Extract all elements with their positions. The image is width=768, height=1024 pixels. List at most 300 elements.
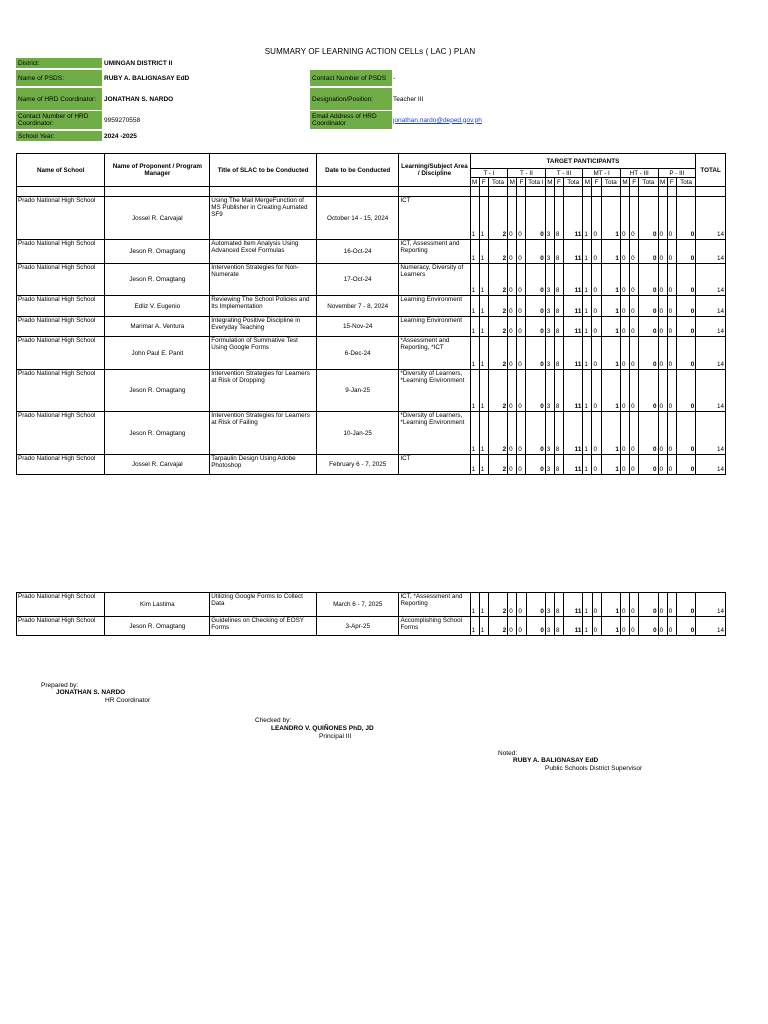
- school-cell: Prado National High School: [17, 337, 105, 370]
- count-cell: 0: [592, 317, 601, 337]
- header-m: M: [659, 178, 666, 186]
- count-cell: 8: [554, 593, 563, 617]
- count-cell: 0: [592, 337, 601, 370]
- count-cell: 0: [621, 593, 630, 617]
- count-cell: 0: [517, 412, 526, 455]
- noted-by-title: Public Schools District Supervisor: [545, 765, 643, 772]
- count-cell: 1: [479, 593, 488, 617]
- count-cell: 1: [601, 197, 620, 240]
- header-tota: Tota l: [526, 178, 545, 187]
- count-cell: 1: [470, 455, 479, 475]
- lac-plan-table-continued: [16, 592, 726, 636]
- count-cell: 0: [592, 370, 601, 412]
- count-cell: 1: [601, 317, 620, 337]
- date-cell: 15-Nov-24: [317, 317, 399, 337]
- count-cell: 8: [554, 264, 563, 296]
- hrd-value: JONATHAN S. NARDO: [104, 95, 174, 103]
- count-cell: 0: [658, 296, 667, 317]
- header-m: M: [584, 178, 591, 186]
- count-cell: 0: [526, 296, 545, 317]
- proponent-cell: Jeson R. Omagtang: [105, 412, 210, 455]
- slac-title-cell: Automated Item Analysis Using Advanced Excel Formulas: [210, 240, 317, 264]
- row-total-cell: 14: [696, 296, 726, 317]
- count-cell: 8: [554, 337, 563, 370]
- count-cell: 2: [488, 296, 507, 317]
- count-cell: 0: [630, 593, 639, 617]
- contact-hrd-label: Contact Number of HRD Coordinator:: [16, 111, 102, 129]
- count-cell: 1: [479, 264, 488, 296]
- proponent-cell: Jeson R. Omagtang: [105, 617, 210, 636]
- count-cell: 11: [564, 617, 583, 636]
- count-cell: 0: [508, 240, 517, 264]
- school-cell: Prado National High School: [17, 317, 105, 337]
- count-cell: 1: [470, 370, 479, 412]
- area-cell: ICT: [399, 197, 470, 240]
- count-cell: 0: [639, 197, 658, 240]
- count-cell: 2: [488, 337, 507, 370]
- count-cell: 0: [658, 455, 667, 475]
- area-cell: ICT: [399, 455, 470, 475]
- contact-psds-label: Contact Number of PSDS: [310, 70, 392, 86]
- count-cell: 3: [545, 617, 554, 636]
- header-slac-title: Title of SLAC to be Conducted: [210, 154, 317, 187]
- table-row: [17, 337, 726, 370]
- area-cell: *Diversity of Learners, *Learning Environment: [399, 412, 470, 455]
- table-row: [17, 264, 726, 296]
- count-cell: 0: [620, 370, 629, 412]
- count-cell: 0: [667, 370, 676, 412]
- count-cell: 1: [601, 370, 620, 412]
- count-cell: 0: [667, 264, 676, 296]
- count-cell: 0: [508, 412, 517, 455]
- count-cell: 0: [620, 296, 629, 317]
- header-group-t2: T - II: [508, 169, 546, 178]
- count-cell: 0: [639, 296, 658, 317]
- table-row: [17, 240, 726, 264]
- count-cell: 0: [667, 240, 676, 264]
- row-total-cell: 14: [696, 317, 726, 337]
- count-cell: 1: [479, 370, 488, 412]
- count-cell: 0: [639, 455, 658, 475]
- count-cell: 0: [517, 455, 526, 475]
- date-cell: 10-Jan-25: [317, 412, 399, 455]
- row-total-cell: 14: [696, 264, 726, 296]
- table-row: [17, 370, 726, 412]
- count-cell: 3: [545, 317, 554, 337]
- school-year-label: School Year:: [16, 131, 102, 141]
- count-cell: 2: [488, 264, 507, 296]
- count-cell: 2: [488, 593, 507, 617]
- count-cell: 0: [592, 412, 601, 455]
- count-cell: 1: [470, 240, 479, 264]
- count-cell: 0: [526, 593, 545, 617]
- page-title: SUMMARY OF LEARNING ACTION CELLs ( LAC ) PLAN: [264, 47, 476, 56]
- count-cell: 2: [488, 240, 507, 264]
- count-cell: 0: [620, 412, 629, 455]
- count-cell: 0: [526, 617, 545, 636]
- table-row: [17, 617, 726, 636]
- count-cell: 0: [620, 337, 629, 370]
- count-cell: 1: [479, 296, 488, 317]
- count-cell: 0: [658, 337, 667, 370]
- count-cell: 3: [545, 337, 554, 370]
- count-cell: 0: [592, 617, 601, 636]
- count-cell: 11: [564, 296, 583, 317]
- header-m: M: [547, 178, 553, 186]
- count-cell: 0: [658, 617, 667, 636]
- count-cell: 1: [601, 296, 620, 317]
- count-cell: 2: [488, 317, 507, 337]
- count-cell: 0: [508, 617, 517, 636]
- proponent-cell: Marimar A. Ventura: [105, 317, 210, 337]
- row-total-cell: 14: [696, 240, 726, 264]
- school-cell: Prado National High School: [17, 370, 105, 412]
- count-cell: 0: [639, 412, 658, 455]
- header-target-participants: TARGET PANTICIPANTS: [470, 154, 696, 169]
- count-cell: 1: [479, 617, 488, 636]
- count-cell: 1: [601, 412, 620, 455]
- count-cell: 0: [517, 197, 526, 240]
- school-cell: Prado National High School: [17, 240, 105, 264]
- header-total: TOTAL: [696, 154, 726, 187]
- count-cell: 1: [470, 197, 479, 240]
- checked-by-name: LEANDRO V. QUIÑONES PhD, JD: [271, 725, 374, 732]
- count-cell: 0: [526, 370, 545, 412]
- proponent-cell: Jossel R. Carvajal: [105, 197, 210, 240]
- school-cell: Prado National High School: [17, 593, 105, 617]
- count-cell: 3: [545, 370, 554, 412]
- count-cell: 0: [508, 593, 517, 617]
- count-cell: 1: [583, 593, 592, 617]
- count-cell: 1: [479, 412, 488, 455]
- count-cell: 2: [488, 412, 507, 455]
- header-group-t1: T - I: [470, 169, 508, 178]
- count-cell: 1: [583, 412, 592, 455]
- header-group-p3: P - III: [658, 169, 696, 178]
- header-f: F: [630, 178, 639, 187]
- header-date: Date to be Conducted: [317, 154, 399, 187]
- count-cell: 0: [517, 296, 526, 317]
- count-cell: 0: [658, 317, 667, 337]
- hrd-label: Name of HRD Coordinator:: [16, 88, 102, 110]
- count-cell: 8: [554, 370, 563, 412]
- count-cell: 0: [517, 264, 526, 296]
- row-total-cell: 14: [696, 370, 726, 412]
- header-f: F: [554, 178, 563, 187]
- count-cell: 2: [488, 197, 507, 240]
- prepared-by-title: HR Coordinator: [105, 697, 151, 704]
- count-cell: 0: [630, 317, 639, 337]
- count-cell: 3: [545, 593, 554, 617]
- area-cell: *Diversity of Learners, *Learning Environment: [399, 370, 470, 412]
- count-cell: 0: [526, 337, 545, 370]
- count-cell: 11: [564, 264, 583, 296]
- count-cell: 0: [658, 412, 667, 455]
- area-cell: Accomplishing School Forms: [399, 617, 470, 636]
- count-cell: 0: [639, 240, 658, 264]
- count-cell: 0: [630, 337, 639, 370]
- count-cell: 0: [508, 317, 517, 337]
- header-tota: Tota: [601, 178, 620, 187]
- count-cell: 0: [630, 296, 639, 317]
- count-cell: 1: [583, 455, 592, 475]
- count-cell: 1: [583, 296, 592, 317]
- count-cell: 3: [545, 197, 554, 240]
- count-cell: 0: [667, 296, 676, 317]
- area-cell: Learning Environment: [399, 296, 470, 317]
- count-cell: 1: [601, 264, 620, 296]
- count-cell: 0: [676, 296, 695, 317]
- count-cell: 0: [676, 593, 695, 617]
- count-cell: 1: [583, 370, 592, 412]
- count-cell: 0: [667, 593, 676, 617]
- count-cell: 0: [508, 197, 517, 240]
- date-cell: 6-Dec-24: [317, 337, 399, 370]
- header-tota: Tota: [676, 178, 695, 187]
- count-cell: 0: [667, 317, 676, 337]
- header-m: M: [472, 178, 478, 186]
- count-cell: 0: [658, 370, 667, 412]
- count-cell: 0: [676, 317, 695, 337]
- count-cell: 3: [545, 455, 554, 475]
- count-cell: 0: [667, 337, 676, 370]
- header-tota: Tota: [488, 178, 507, 187]
- count-cell: 1: [470, 412, 479, 455]
- count-cell: 0: [676, 370, 695, 412]
- area-cell: Learning Environment: [399, 317, 470, 337]
- noted-by-name: RUBY A. BALIGNASAY EdD: [513, 757, 599, 764]
- count-cell: 0: [517, 593, 526, 617]
- count-cell: 1: [583, 197, 592, 240]
- count-cell: 11: [564, 197, 583, 240]
- header-tota: Tota: [564, 178, 583, 187]
- count-cell: 3: [545, 296, 554, 317]
- count-cell: 0: [508, 455, 517, 475]
- count-cell: 1: [470, 264, 479, 296]
- table-row: [17, 197, 726, 240]
- proponent-cell: John Paul E. Panit: [105, 337, 210, 370]
- table-row: [17, 296, 726, 317]
- count-cell: 1: [583, 317, 592, 337]
- slac-title-cell: Integrating Positive Discipline in Everyday Teaching: [210, 317, 317, 337]
- date-cell: November 7 - 8, 2024: [317, 296, 399, 317]
- row-total-cell: 14: [696, 337, 726, 370]
- area-cell: *Assessment and Reporting, *ICT: [399, 337, 470, 370]
- prepared-by-name: JONATHAN S. NARDO: [56, 689, 126, 696]
- count-cell: 3: [545, 412, 554, 455]
- count-cell: 0: [508, 370, 517, 412]
- lac-plan-table: [16, 153, 726, 475]
- row-total-cell: 14: [696, 617, 726, 636]
- psds-value: RUBY A. BALIGNASAY EdD: [104, 74, 190, 82]
- date-cell: 9-Jan-25: [317, 370, 399, 412]
- count-cell: 0: [676, 412, 695, 455]
- checked-by-title: Principal III: [319, 733, 352, 740]
- slac-title-cell: Guidelines on Checking of EOSY Forms: [210, 617, 317, 636]
- count-cell: 0: [639, 264, 658, 296]
- psds-label: Name of PSDS:: [16, 70, 102, 86]
- count-cell: 0: [667, 197, 676, 240]
- header-group-mt1: MT - I: [583, 169, 621, 178]
- row-total-cell: 14: [696, 593, 726, 617]
- row-total-cell: 14: [696, 197, 726, 240]
- count-cell: 0: [508, 337, 517, 370]
- date-cell: 17-Oct-24: [317, 264, 399, 296]
- count-cell: 0: [676, 197, 695, 240]
- table-row: [17, 593, 726, 617]
- count-cell: 0: [676, 337, 695, 370]
- school-year-value: 2024 -2025: [104, 132, 137, 140]
- school-cell: Prado National High School: [17, 455, 105, 475]
- area-cell: ICT, Assessment and Reporting: [399, 240, 470, 264]
- count-cell: 2: [488, 370, 507, 412]
- count-cell: 1: [601, 617, 620, 636]
- count-cell: 0: [517, 240, 526, 264]
- count-cell: 0: [620, 455, 629, 475]
- header-m: M: [509, 178, 515, 186]
- count-cell: 0: [526, 264, 545, 296]
- school-cell: Prado National High School: [17, 296, 105, 317]
- count-cell: 1: [583, 617, 592, 636]
- date-cell: 16-Oct-24: [317, 240, 399, 264]
- header-m: M: [622, 178, 628, 186]
- count-cell: 1: [601, 455, 620, 475]
- count-cell: 1: [601, 593, 620, 617]
- count-cell: 0: [508, 264, 517, 296]
- count-cell: 0: [526, 240, 545, 264]
- proponent-cell: Jeson R. Omagtang: [105, 240, 210, 264]
- count-cell: 0: [620, 317, 629, 337]
- count-cell: 0: [620, 240, 629, 264]
- slac-title-cell: Intervention Strategies for Learners at Risk of Failing: [210, 412, 317, 455]
- count-cell: 0: [658, 240, 667, 264]
- count-cell: 0: [517, 317, 526, 337]
- count-cell: 0: [592, 197, 601, 240]
- count-cell: 8: [554, 412, 563, 455]
- count-cell: 11: [564, 337, 583, 370]
- count-cell: 0: [639, 617, 658, 636]
- contact-hrd-value: 9959270558: [104, 116, 141, 124]
- table-row: [17, 317, 726, 337]
- count-cell: 0: [517, 617, 526, 636]
- checked-by-label: Checked by:: [255, 717, 292, 724]
- slac-title-cell: Intervention Strategies for Non-Numerate: [210, 264, 317, 296]
- count-cell: 0: [592, 593, 601, 617]
- count-cell: 0: [630, 370, 639, 412]
- proponent-cell: Kim Lastima: [105, 593, 210, 617]
- district-label: District:: [16, 58, 102, 68]
- slac-title-cell: Intervention Strategies for Learners at Risk of Dropping: [210, 370, 317, 412]
- header-area: Learning/Subject Area / Discipline: [399, 154, 470, 187]
- count-cell: 8: [554, 296, 563, 317]
- slac-title-cell: Tarpaulin Design Using Adobe Photoshop: [210, 455, 317, 475]
- count-cell: 0: [630, 617, 639, 636]
- date-cell: 3-Apr-25: [317, 617, 399, 636]
- count-cell: 1: [583, 264, 592, 296]
- count-cell: 0: [676, 455, 695, 475]
- count-cell: 3: [545, 264, 554, 296]
- count-cell: 0: [658, 197, 667, 240]
- count-cell: 11: [564, 370, 583, 412]
- school-cell: Prado National High School: [17, 412, 105, 455]
- count-cell: 0: [676, 240, 695, 264]
- count-cell: 0: [630, 264, 639, 296]
- count-cell: 0: [667, 412, 676, 455]
- designation-value: Teacher III: [393, 95, 424, 103]
- row-total-cell: 14: [696, 455, 726, 475]
- designation-label: Designation/Position:: [310, 88, 392, 110]
- date-cell: February 6 - 7, 2025: [317, 455, 399, 475]
- school-cell: Prado National High School: [17, 264, 105, 296]
- count-cell: 0: [639, 370, 658, 412]
- count-cell: 0: [676, 617, 695, 636]
- row-total-cell: 14: [696, 412, 726, 455]
- count-cell: 0: [526, 412, 545, 455]
- count-cell: 8: [554, 197, 563, 240]
- count-cell: 0: [526, 455, 545, 475]
- count-cell: 1: [470, 296, 479, 317]
- count-cell: 0: [639, 593, 658, 617]
- header-group-ht3: HT - III: [620, 169, 658, 178]
- count-cell: 11: [564, 412, 583, 455]
- count-cell: 2: [488, 455, 507, 475]
- count-cell: 1: [479, 455, 488, 475]
- count-cell: 11: [564, 240, 583, 264]
- count-cell: 0: [639, 337, 658, 370]
- proponent-cell: Edliz V. Eugenio: [105, 296, 210, 317]
- count-cell: 0: [630, 455, 639, 475]
- school-cell: Prado National High School: [17, 197, 105, 240]
- email-label: Email Address of HRD Coordinator: [310, 111, 392, 129]
- count-cell: 1: [470, 337, 479, 370]
- count-cell: 1: [470, 593, 479, 617]
- proponent-cell: Jeson R. Omagtang: [105, 370, 210, 412]
- count-cell: 0: [592, 455, 601, 475]
- count-cell: 0: [526, 317, 545, 337]
- count-cell: 0: [592, 240, 601, 264]
- count-cell: 1: [601, 337, 620, 370]
- count-cell: 0: [630, 412, 639, 455]
- spacer-row: [17, 187, 726, 197]
- header-group-t3: T - III: [545, 169, 583, 178]
- count-cell: 2: [488, 617, 507, 636]
- count-cell: 1: [479, 337, 488, 370]
- count-cell: 0: [620, 264, 629, 296]
- count-cell: 11: [564, 455, 583, 475]
- count-cell: 8: [554, 617, 563, 636]
- count-cell: 1: [470, 617, 479, 636]
- district-value: UMINGAN DISTRICT II: [104, 59, 173, 67]
- count-cell: 11: [564, 593, 583, 617]
- count-cell: 1: [470, 317, 479, 337]
- count-cell: 0: [526, 197, 545, 240]
- noted-by-label: Noted:: [498, 750, 518, 757]
- count-cell: 0: [658, 593, 667, 617]
- count-cell: 0: [592, 264, 601, 296]
- count-cell: 0: [676, 264, 695, 296]
- count-cell: 1: [601, 240, 620, 264]
- email-link[interactable]: jonathan.nardo@deped.gov.ph: [393, 116, 482, 124]
- count-cell: 0: [620, 197, 629, 240]
- count-cell: 8: [554, 317, 563, 337]
- header-f: F: [517, 178, 526, 187]
- header-school: Name of School: [17, 154, 105, 187]
- count-cell: 0: [592, 296, 601, 317]
- count-cell: 8: [554, 240, 563, 264]
- count-cell: 0: [667, 455, 676, 475]
- header-f: F: [667, 178, 676, 187]
- count-cell: 1: [583, 337, 592, 370]
